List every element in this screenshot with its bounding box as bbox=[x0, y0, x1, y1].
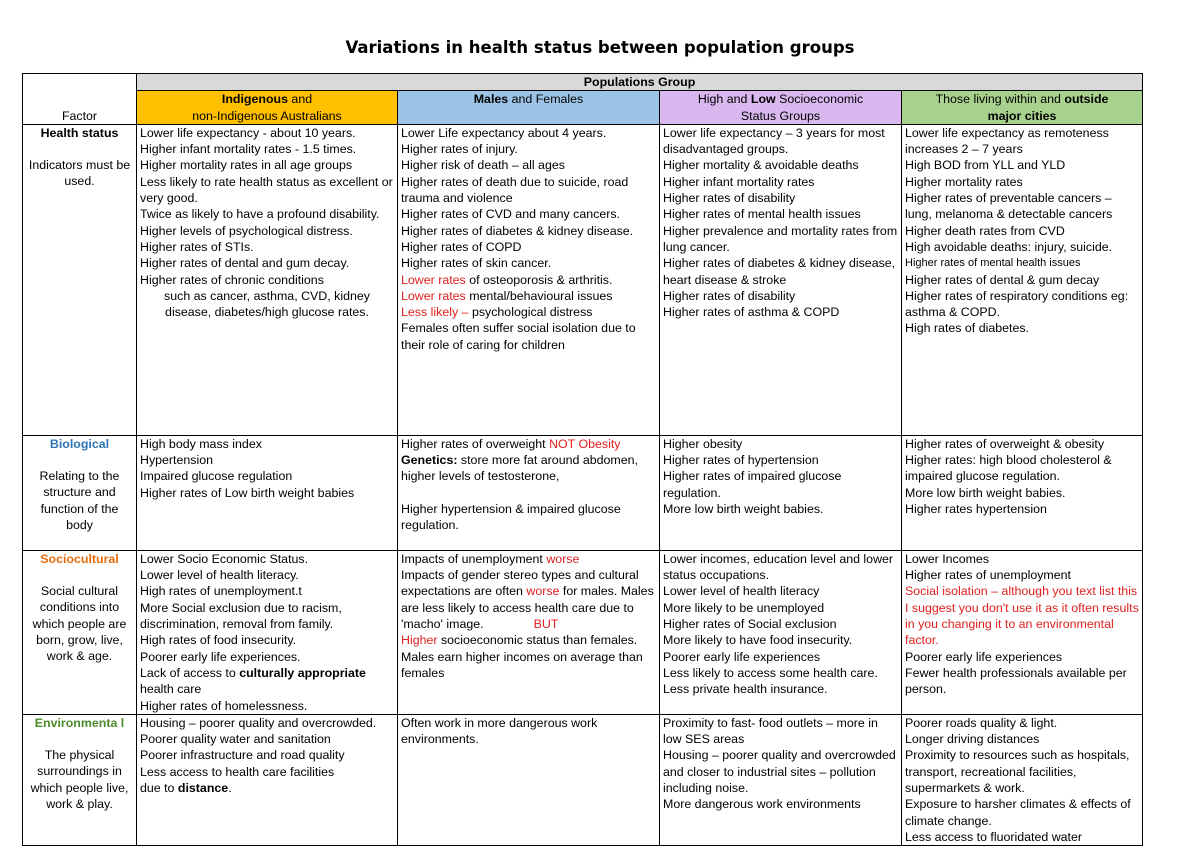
list-item: Higher mortality rates in all age groups bbox=[140, 158, 353, 173]
males-header bbox=[398, 91, 660, 125]
text: of osteoporosis & arthritis. bbox=[465, 272, 613, 287]
list-item: Lower Incomes bbox=[905, 551, 990, 566]
bold-text: distance bbox=[177, 781, 229, 796]
header-row-columns bbox=[23, 91, 1143, 125]
text: health care bbox=[140, 682, 202, 697]
list-item bbox=[401, 304, 656, 320]
list-item: High body mass index bbox=[140, 436, 262, 451]
text: Impacts of gender stereo types and cultural expectations are often bbox=[401, 568, 639, 599]
list-item: Higher prevalence and mortality rates from lung cancer. bbox=[663, 223, 898, 254]
cell-soc-males bbox=[398, 550, 660, 714]
cell-soc-indigenous bbox=[137, 550, 398, 714]
list-item: More dangerous work environments bbox=[663, 797, 861, 812]
list-item: Higher rates of COPD bbox=[401, 239, 522, 254]
list-item bbox=[401, 272, 656, 288]
red-text: worse bbox=[526, 584, 560, 599]
list-item: Higher infant mortality rates - 1.5 times. bbox=[140, 142, 357, 157]
list-item: Proximity to resources such as hospitals, transport, recreational facilities, supermarkets & work. bbox=[905, 748, 1130, 796]
text: Impacts of unemployment bbox=[401, 551, 547, 566]
list-item: Higher hypertension & impaired glucose regulation. bbox=[401, 501, 621, 533]
list-item: Higher rates of dental & gum decay bbox=[905, 272, 1100, 287]
red-text: NOT Obesity bbox=[549, 436, 621, 451]
indigenous-header-rest: and bbox=[287, 92, 313, 107]
list-item: Lower incomes, education level and lower status occupations. bbox=[663, 551, 894, 583]
factor-health-status bbox=[23, 124, 137, 435]
list-item: Hypertension bbox=[140, 453, 214, 468]
list-item: Often work in more dangerous work environments. bbox=[401, 715, 598, 747]
list-item: Lower life expectancy - about 10 years. bbox=[140, 125, 356, 140]
factor-desc: Relating to the structure and function of the body bbox=[39, 469, 120, 533]
list-item: Higher rates of disability bbox=[663, 288, 796, 303]
list-item: Poorer infrastructure and road quality bbox=[140, 748, 345, 763]
list-item: Higher death rates from CVD bbox=[905, 223, 1065, 238]
list-item: High rates of diabetes. bbox=[905, 321, 1029, 336]
list-item: High rates of unemployment.t bbox=[140, 584, 302, 599]
ses-header-pre: High and bbox=[697, 92, 751, 107]
list-item: More likely to have food insecurity. bbox=[663, 633, 853, 648]
populations-group-header bbox=[137, 74, 1143, 91]
factor-header bbox=[23, 74, 137, 125]
cell-bio-indigenous bbox=[137, 435, 398, 550]
list-item: Higher rates of chronic conditions bbox=[140, 272, 324, 287]
list-item: Higher rates of skin cancer. bbox=[401, 256, 552, 271]
factor-name: Health status bbox=[40, 125, 119, 140]
list-item: More Social exclusion due to racism, discrimination, removal from family. bbox=[140, 600, 342, 632]
list-item: Less likely to access some health care. Less private health insurance. bbox=[663, 665, 878, 697]
indigenous-header bbox=[137, 91, 398, 125]
list-item: Poorer roads quality & light. bbox=[905, 715, 1058, 730]
cell-health-remote bbox=[902, 124, 1143, 435]
list-item: Higher rates of disability bbox=[663, 191, 796, 206]
list-item: Social isolation – although you text list this I suggest you don't use it as it often results in you changing it to an environmental factor. bbox=[905, 584, 1139, 648]
remote-header bbox=[902, 91, 1143, 125]
cell-bio-ses bbox=[660, 435, 902, 550]
health-status-table bbox=[22, 73, 1143, 846]
list-item: Lower level of health literacy. bbox=[140, 568, 299, 583]
list-item: Higher rates of diabetes & kidney disease. bbox=[401, 223, 634, 238]
list-item: Higher rates of Low birth weight babies bbox=[140, 485, 355, 500]
list-item: Higher rates of dental and gum decay. bbox=[140, 256, 350, 271]
list-item bbox=[401, 452, 656, 485]
red-text: BUT bbox=[533, 617, 559, 632]
list-item: Higher rates: high blood cholesterol & impaired glucose regulation. bbox=[905, 453, 1112, 484]
text: . bbox=[228, 781, 232, 796]
cell-soc-ses bbox=[660, 550, 902, 714]
list-item: Higher obesity bbox=[663, 436, 743, 451]
text: socioeconomic status than females. Males earn higher incomes on average than females bbox=[401, 633, 643, 680]
list-item: Higher rates of mental health issues bbox=[663, 207, 861, 222]
cell-health-indigenous bbox=[137, 124, 398, 435]
list-item: Twice as likely to have a profound disability. bbox=[140, 207, 380, 222]
bold-text: Genetics: bbox=[401, 453, 458, 468]
page-title: Variations in health status between population groups bbox=[345, 38, 855, 57]
list-item: Impaired glucose regulation bbox=[140, 469, 293, 484]
factor-desc: Indicators must be used. bbox=[28, 158, 131, 189]
populations-group-label: Populations Group bbox=[583, 75, 696, 89]
list-item: Poorer early life experiences. bbox=[140, 649, 301, 664]
remote-header-line2: major cities bbox=[987, 108, 1057, 123]
indigenous-header-bold: Indigenous bbox=[221, 92, 288, 107]
list-item bbox=[140, 780, 394, 796]
spacer bbox=[401, 485, 656, 501]
cell-bio-males bbox=[398, 435, 660, 550]
list-item: Higher rates of unemployment bbox=[905, 568, 1071, 583]
list-item: Lower life expectancy – 3 years for most disadvantaged groups. bbox=[663, 125, 885, 157]
text: psychological distress bbox=[468, 305, 593, 320]
list-item: Higher mortality & avoidable deaths bbox=[663, 158, 859, 173]
list-item: Higher rates of asthma & COPD bbox=[663, 305, 840, 320]
remote-header-bold: outside bbox=[1064, 92, 1109, 107]
factor-desc: The physical surroundings in which people live, work & play. bbox=[30, 748, 129, 812]
list-item: Poorer early life experiences bbox=[905, 649, 1063, 664]
list-item: Higher rates hypertension bbox=[905, 502, 1047, 517]
list-item: Higher rates of death due to suicide, road trauma and violence bbox=[401, 174, 629, 206]
cell-soc-remote bbox=[902, 550, 1143, 714]
list-item: Less access to fluoridated water bbox=[905, 829, 1083, 844]
list-item: Higher rates of homelessness. bbox=[140, 698, 308, 713]
list-item: More low birth weight babies. bbox=[905, 485, 1066, 500]
list-item: High rates of food insecurity. bbox=[140, 633, 297, 648]
red-text: worse bbox=[546, 551, 580, 566]
list-item: Higher rates of diabetes & kidney disease, heart disease & stroke bbox=[663, 256, 896, 287]
factor-sociocultural bbox=[23, 550, 137, 714]
cell-env-indigenous bbox=[137, 714, 398, 845]
ses-header-bold: Low bbox=[750, 92, 776, 107]
list-item: Lower Life expectancy about 4 years. bbox=[401, 125, 607, 140]
list-item: Higher levels of psychological distress. bbox=[140, 223, 353, 238]
indigenous-header-line2: non-Indigenous Australians bbox=[192, 108, 342, 123]
ses-header-line2: Status Groups bbox=[740, 108, 821, 123]
ses-header bbox=[660, 91, 902, 125]
list-item: Higher rates of impaired glucose regulation. bbox=[663, 469, 842, 500]
list-item: Higher rates of hypertension bbox=[663, 453, 819, 468]
males-header-rest: and Females bbox=[508, 92, 584, 107]
list-item: Higher infant mortality rates bbox=[663, 174, 815, 189]
list-item: Higher rates of STIs. bbox=[140, 239, 254, 254]
cell-bio-remote bbox=[902, 435, 1143, 550]
list-item bbox=[140, 665, 394, 698]
list-item: Higher rates of injury. bbox=[401, 142, 518, 157]
males-header-bold: Males bbox=[473, 92, 509, 107]
list-item: Proximity to fast- food outlets – more in low SES areas bbox=[663, 715, 878, 747]
cell-env-males bbox=[398, 714, 660, 845]
factor-name: Environmenta l bbox=[34, 715, 125, 730]
text: due to bbox=[140, 781, 178, 796]
list-item: Higher rates of mental health issues bbox=[905, 257, 1081, 270]
list-item: Lower level of health literacy bbox=[663, 584, 820, 599]
factor-biological bbox=[23, 435, 137, 550]
list-item: Longer driving distances bbox=[905, 732, 1040, 747]
list-item: Poorer early life experiences bbox=[663, 649, 821, 664]
list-item: Housing – poorer quality and overcrowded and closer to industrial sites – pollution including noise. bbox=[663, 748, 896, 796]
cell-health-males bbox=[398, 124, 660, 435]
list-item: Higher rates of respiratory conditions eg: asthma & COPD. bbox=[905, 288, 1129, 320]
text: mental/behavioural issues bbox=[465, 288, 613, 303]
list-item: More likely to be unemployed bbox=[663, 600, 825, 615]
list-item: such as cancer, asthma, CVD, kidney disease, diabetes/high glucose rates. bbox=[164, 288, 370, 320]
list-item: Higher rates of preventable cancers – lung, melanoma & detectable cancers bbox=[905, 191, 1113, 222]
list-item bbox=[401, 632, 656, 681]
list-item bbox=[401, 436, 656, 452]
remote-header-pre: Those living within and bbox=[935, 92, 1065, 107]
list-item bbox=[401, 567, 656, 632]
list-item: Higher rates of CVD and many cancers. bbox=[401, 207, 620, 222]
list-item: Poorer quality water and sanitation bbox=[140, 732, 331, 747]
list-item bbox=[401, 288, 656, 304]
list-item: Exposure to harsher climates & effects of climate change. bbox=[905, 797, 1131, 828]
cell-env-ses bbox=[660, 714, 902, 845]
text: Lack of access to bbox=[140, 665, 240, 680]
list-item: Higher rates of overweight & obesity bbox=[905, 436, 1105, 451]
red-text: Lower rates bbox=[401, 272, 466, 287]
list-item: Higher mortality rates bbox=[905, 174, 1023, 189]
row-health-status bbox=[23, 124, 1143, 435]
bold-text: culturally appropriate bbox=[239, 665, 366, 680]
list-item: Lower Socio Economic Status. bbox=[140, 551, 309, 566]
list-item: Lower life expectancy as remoteness increases 2 – 7 years bbox=[905, 125, 1109, 157]
red-text: Higher bbox=[401, 633, 438, 648]
list-item: Housing – poorer quality and overcrowded. bbox=[140, 715, 377, 730]
factor-name: Biological bbox=[49, 436, 110, 451]
factor-desc: Social cultural conditions into which people are born, grow, live, work & age. bbox=[32, 584, 127, 664]
ses-header-rest: Socioeconomic bbox=[775, 92, 864, 107]
list-item: Females often suffer social isolation due to their role of caring for children bbox=[401, 321, 636, 352]
text: store more fat around abdomen, higher levels of testosterone, bbox=[401, 453, 638, 484]
red-text: Lower rates bbox=[401, 288, 466, 303]
list-item: Higher rates of Social exclusion bbox=[663, 617, 837, 632]
row-environmental bbox=[23, 714, 1143, 845]
factor-header-label: Factor bbox=[61, 108, 98, 123]
list-item bbox=[401, 551, 656, 567]
text: Higher rates of overweight bbox=[401, 436, 550, 451]
cell-env-remote bbox=[902, 714, 1143, 845]
row-sociocultural bbox=[23, 550, 1143, 714]
list-item: High BOD from YLL and YLD bbox=[905, 158, 1066, 173]
factor-name: Sociocultural bbox=[40, 551, 119, 566]
row-biological bbox=[23, 435, 1143, 550]
text: for males. Males are less likely to access health care due to 'macho' image. bbox=[401, 584, 654, 632]
factor-environmental bbox=[23, 714, 137, 845]
header-row-group bbox=[23, 74, 1143, 91]
list-item: Less likely to rate health status as excellent or very good. bbox=[140, 174, 393, 206]
cell-health-ses bbox=[660, 124, 902, 435]
list-item: Less access to health care facilities bbox=[140, 764, 335, 779]
list-item: Higher risk of death – all ages bbox=[401, 158, 565, 173]
list-item: Fewer health professionals available per person. bbox=[905, 665, 1127, 697]
list-item: High avoidable deaths: injury, suicide. bbox=[905, 239, 1113, 254]
list-item: More low birth weight babies. bbox=[663, 502, 824, 517]
red-text: Less likely – bbox=[401, 305, 469, 320]
